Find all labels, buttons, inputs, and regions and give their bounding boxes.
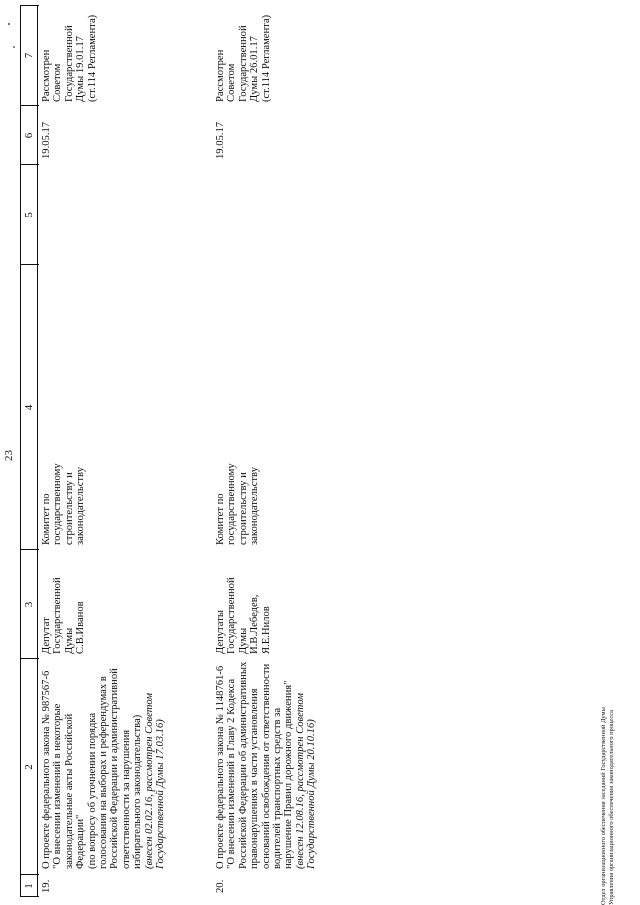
author-line: Депутат bbox=[41, 617, 52, 654]
bill-line: О проекте федерального закона № 1148761-6 bbox=[215, 665, 226, 869]
bill-line: О проекте федерального закона № 987567-6 bbox=[41, 670, 52, 869]
bill-line-italic: Государственной Думы 17.03.16) bbox=[155, 719, 167, 869]
author-line: Государственной bbox=[52, 577, 64, 654]
author-line: Депутаты bbox=[215, 610, 226, 654]
status-cell bbox=[41, 15, 98, 102]
status-line: (ст.114 Регламента) bbox=[260, 14, 272, 102]
status-line: Думы 26.01.17 bbox=[249, 36, 261, 102]
committee-line: законодательству bbox=[249, 467, 261, 545]
page-number: 23 bbox=[3, 450, 15, 461]
committee-line: государственному bbox=[226, 463, 238, 545]
bill-line: Федерации" bbox=[75, 814, 87, 869]
header-col-7: 7 bbox=[23, 52, 35, 59]
bill-line-italic: (внесен 02.02.16, рассмотрен Советом bbox=[143, 693, 155, 869]
header-col-2: 2 bbox=[23, 764, 35, 770]
bill-line: Российской Федерации и административной bbox=[109, 668, 121, 869]
table-header-row bbox=[20, 5, 38, 897]
bill-author bbox=[41, 577, 87, 654]
bill-line: избирательного законодательства) bbox=[132, 714, 144, 869]
author-line: Думы bbox=[237, 627, 249, 654]
bill-line: водителей транспортных средств за bbox=[272, 707, 284, 869]
author-line: С.В.Иванов bbox=[75, 601, 87, 654]
date-cell: 19.05.17 bbox=[41, 121, 52, 159]
date-cell: 19.05.17 bbox=[215, 121, 226, 159]
status-line: Государственной bbox=[237, 25, 249, 102]
status-line: Думы 19.01.17 bbox=[75, 36, 87, 102]
committee-line: государственному bbox=[52, 463, 64, 545]
scan-speck bbox=[13, 47, 15, 49]
header-col-3: 3 bbox=[23, 601, 35, 608]
committee-line: Комитет по bbox=[215, 493, 226, 545]
committee-line: Комитет по bbox=[41, 493, 52, 545]
status-line: Рассмотрен bbox=[215, 49, 226, 102]
bill-line: нарушение Правил дорожного движения" bbox=[283, 680, 295, 869]
author-line: Я.Е.Нилов bbox=[260, 606, 272, 654]
status-line: Советом bbox=[52, 63, 64, 102]
responsible-committee bbox=[215, 463, 261, 545]
header-col-6: 6 bbox=[23, 132, 35, 139]
bill-line: Российской Федерации об административных bbox=[237, 661, 249, 869]
status-line: Государственной bbox=[63, 25, 75, 102]
author-line: И.В.Лебедев, bbox=[249, 594, 261, 654]
bill-line: (по вопросу об уточнении порядка bbox=[86, 712, 98, 869]
status-line: (ст.114 Регламента) bbox=[86, 14, 98, 102]
bill-line: оснований освобождения от ответственности bbox=[260, 663, 272, 869]
committee-line: законодательству bbox=[75, 467, 87, 545]
row-number: 20. bbox=[215, 879, 226, 893]
header-col-1: 1 bbox=[23, 883, 35, 889]
row-number: 19. bbox=[41, 879, 52, 893]
bill-line: ответственности за нарушения bbox=[120, 729, 132, 869]
header-col-5: 5 bbox=[23, 212, 35, 218]
bill-line-italic: Государственной Думы 20.10.16) bbox=[306, 719, 318, 869]
footer-line: Отдел организационного обеспечения заседаний Государственной Думы bbox=[600, 707, 607, 905]
bill-line: правонарушениях в части установления bbox=[249, 688, 261, 869]
bills-table bbox=[20, 5, 595, 897]
bill-line: законодательные акты Российской bbox=[63, 713, 75, 869]
header-col-4: 4 bbox=[23, 404, 35, 411]
bill-line: "О внесении изменений в некоторые bbox=[52, 703, 64, 869]
status-line: Советом bbox=[226, 63, 238, 102]
bill-line: голосования на выборах и референдумах в bbox=[98, 676, 110, 869]
bill-line-italic: (внесен 12.08.16, рассмотрен Советом bbox=[294, 693, 306, 869]
responsible-committee bbox=[41, 463, 87, 545]
author-line: Думы bbox=[63, 627, 75, 654]
author-line: Государственной bbox=[226, 577, 238, 654]
bill-line: "О внесении изменений в Главу 2 Кодекса bbox=[226, 678, 238, 869]
status-cell bbox=[215, 15, 272, 102]
department-footer bbox=[600, 707, 616, 905]
status-line: Рассмотрен bbox=[41, 49, 52, 102]
bill-description bbox=[41, 668, 166, 869]
committee-line: строительству и bbox=[63, 472, 75, 545]
bill-description bbox=[215, 662, 318, 869]
bill-author bbox=[215, 577, 272, 654]
scan-speck bbox=[8, 23, 10, 25]
footer-line: Управления организационного обеспечения законодательного процесса bbox=[608, 710, 615, 905]
committee-line: строительству и bbox=[237, 472, 249, 545]
